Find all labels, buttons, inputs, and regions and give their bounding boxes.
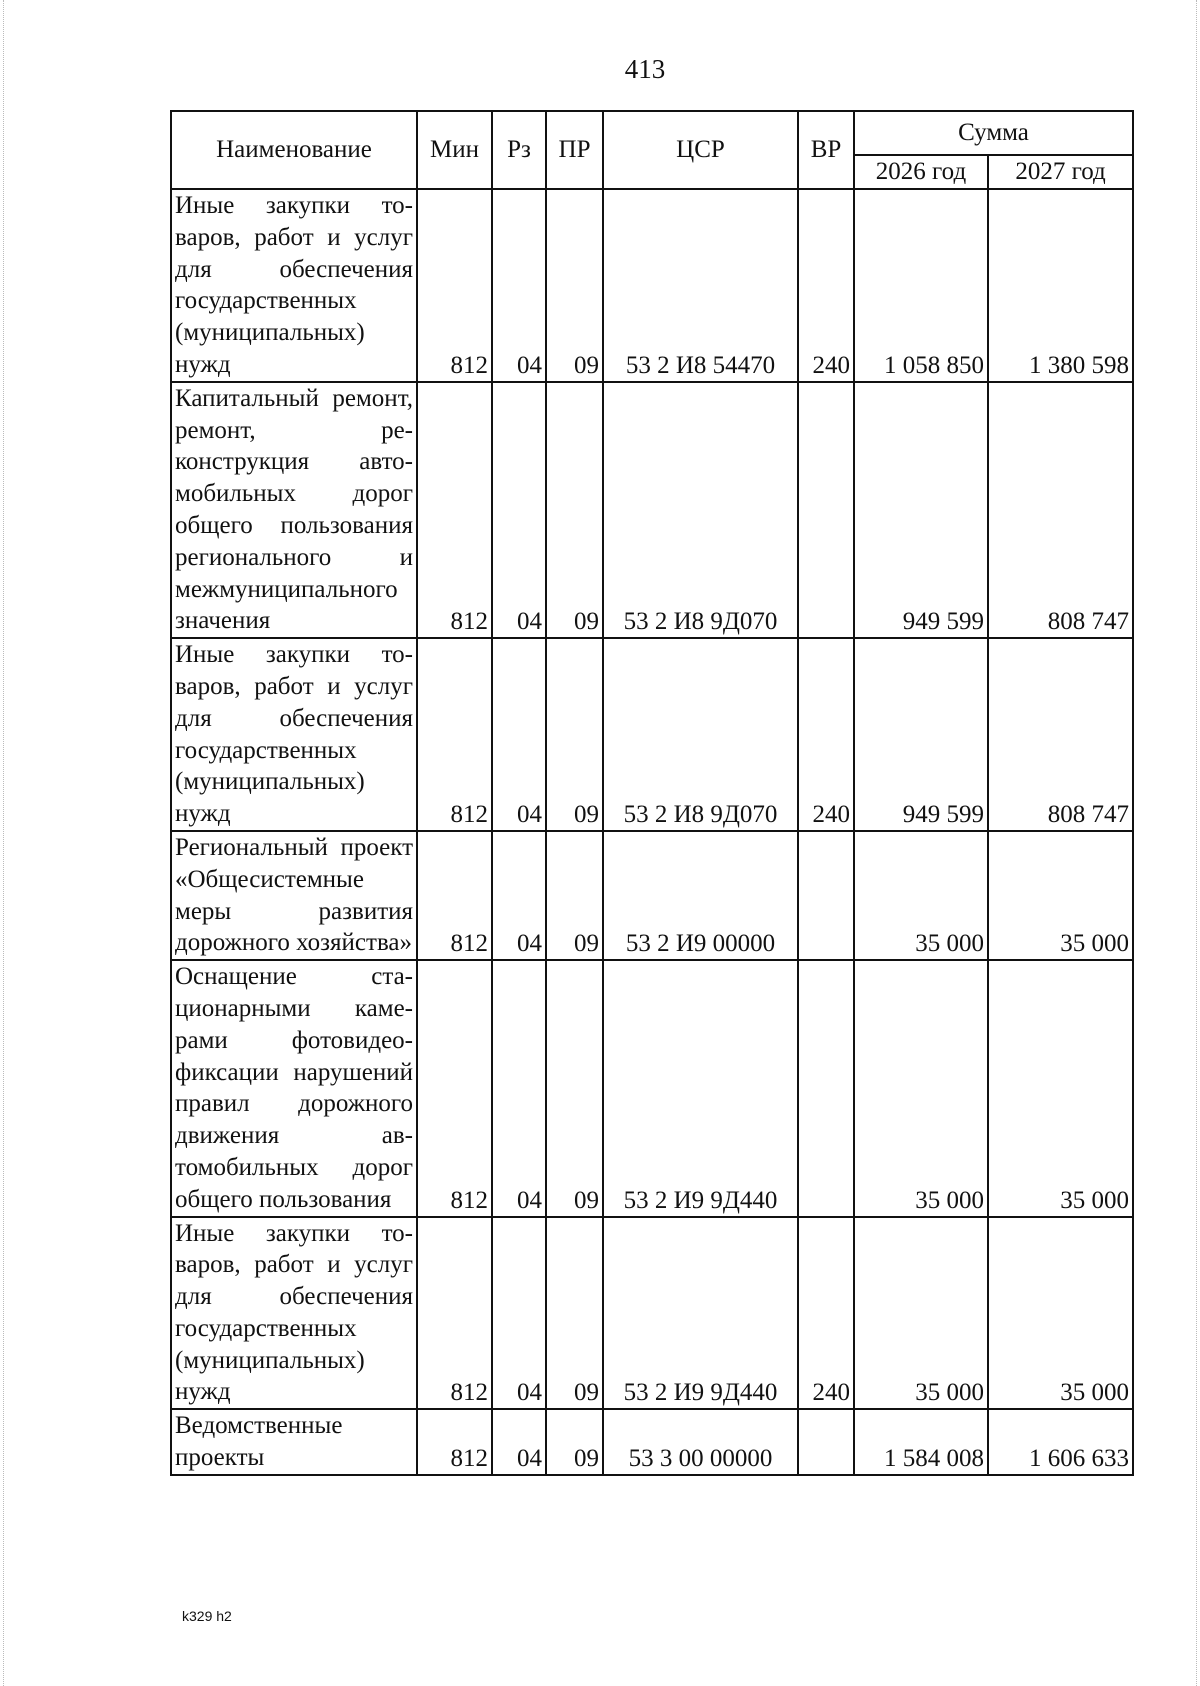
row-rz: 04	[492, 831, 546, 960]
row-csr: 53 2 И8 9Д070	[603, 382, 798, 638]
scan-edge-right	[1196, 0, 1197, 1686]
row-rz: 04	[492, 960, 546, 1216]
row-csr: 53 2 И8 54470	[603, 189, 798, 382]
table-row	[171, 189, 1133, 382]
row-amount-2026: 35 000	[854, 831, 988, 960]
header-min: Мин	[417, 111, 492, 189]
row-name: Иные закупки товаров, работ и услуг для обеспечения государственных (муниципальных) нужд	[171, 638, 417, 831]
row-pr: 09	[546, 189, 603, 382]
row-csr: 53 2 И9 9Д440	[603, 1217, 798, 1410]
header-row	[171, 111, 1133, 155]
row-amount-2027: 1 380 598	[988, 189, 1133, 382]
scan-edge-left	[3, 0, 4, 1686]
header-pr: ПР	[546, 111, 603, 189]
budget-table	[170, 110, 1134, 1476]
table-row	[171, 1409, 1133, 1475]
row-min: 812	[417, 638, 492, 831]
row-vr: 240	[798, 1217, 854, 1410]
footer-code: k329 h2	[182, 1608, 232, 1624]
row-pr: 09	[546, 382, 603, 638]
row-amount-2027: 35 000	[988, 1217, 1133, 1410]
row-pr: 09	[546, 1409, 603, 1475]
row-min: 812	[417, 1409, 492, 1475]
row-name: Оснащение стационарными камерами фотовидеофиксации нарушений правил дорожного движения автомобильных дорог общего пользования	[171, 960, 417, 1216]
row-amount-2027: 35 000	[988, 831, 1133, 960]
row-vr	[798, 960, 854, 1216]
row-vr	[798, 1409, 854, 1475]
row-csr: 53 2 И8 9Д070	[603, 638, 798, 831]
header-year-2027: 2027 год	[988, 155, 1133, 189]
row-rz: 04	[492, 638, 546, 831]
row-name: Иные закупки товаров, работ и услуг для обеспечения государственных (муниципальных) нужд	[171, 189, 417, 382]
row-rz: 04	[492, 382, 546, 638]
table-row	[171, 1217, 1133, 1410]
row-csr: 53 2 И9 00000	[603, 831, 798, 960]
row-rz: 04	[492, 1409, 546, 1475]
row-csr: 53 2 И9 9Д440	[603, 960, 798, 1216]
row-amount-2026: 949 599	[854, 638, 988, 831]
row-amount-2027: 808 747	[988, 382, 1133, 638]
row-min: 812	[417, 1217, 492, 1410]
row-min: 812	[417, 960, 492, 1216]
row-pr: 09	[546, 1217, 603, 1410]
header-csr: ЦСР	[603, 111, 798, 189]
row-vr	[798, 382, 854, 638]
table-row	[171, 831, 1133, 960]
row-rz: 04	[492, 1217, 546, 1410]
row-name: Капитальный ремонт, ремонт, реконструкция автомобильных дорог общего пользования регионального и межмуниципального значения	[171, 382, 417, 638]
row-name: Ведомственные проекты	[171, 1409, 417, 1475]
row-amount-2027: 35 000	[988, 960, 1133, 1216]
row-amount-2026: 1 584 008	[854, 1409, 988, 1475]
row-pr: 09	[546, 831, 603, 960]
header-vr: ВР	[798, 111, 854, 189]
header-rz: Рз	[492, 111, 546, 189]
page-number: 413	[624, 54, 666, 84]
row-vr: 240	[798, 189, 854, 382]
row-csr: 53 3 00 00000	[603, 1409, 798, 1475]
header-name: Наименование	[171, 111, 417, 189]
row-name: Региональный проект «Общесистемные меры развития дорожного хозяйства»	[171, 831, 417, 960]
row-vr	[798, 831, 854, 960]
row-name: Иные закупки товаров, работ и услуг для обеспечения государственных (муниципальных) нужд	[171, 1217, 417, 1410]
row-amount-2026: 35 000	[854, 960, 988, 1216]
row-min: 812	[417, 382, 492, 638]
row-min: 812	[417, 831, 492, 960]
table-row	[171, 960, 1133, 1216]
row-min: 812	[417, 189, 492, 382]
row-pr: 09	[546, 638, 603, 831]
header-year-2026: 2026 год	[854, 155, 988, 189]
row-pr: 09	[546, 960, 603, 1216]
table-row	[171, 638, 1133, 831]
row-amount-2026: 1 058 850	[854, 189, 988, 382]
row-amount-2027: 808 747	[988, 638, 1133, 831]
table-row	[171, 382, 1133, 638]
header-sum: Сумма	[854, 111, 1133, 155]
row-vr: 240	[798, 638, 854, 831]
row-amount-2026: 949 599	[854, 382, 988, 638]
row-amount-2026: 35 000	[854, 1217, 988, 1410]
row-amount-2027: 1 606 633	[988, 1409, 1133, 1475]
row-rz: 04	[492, 189, 546, 382]
